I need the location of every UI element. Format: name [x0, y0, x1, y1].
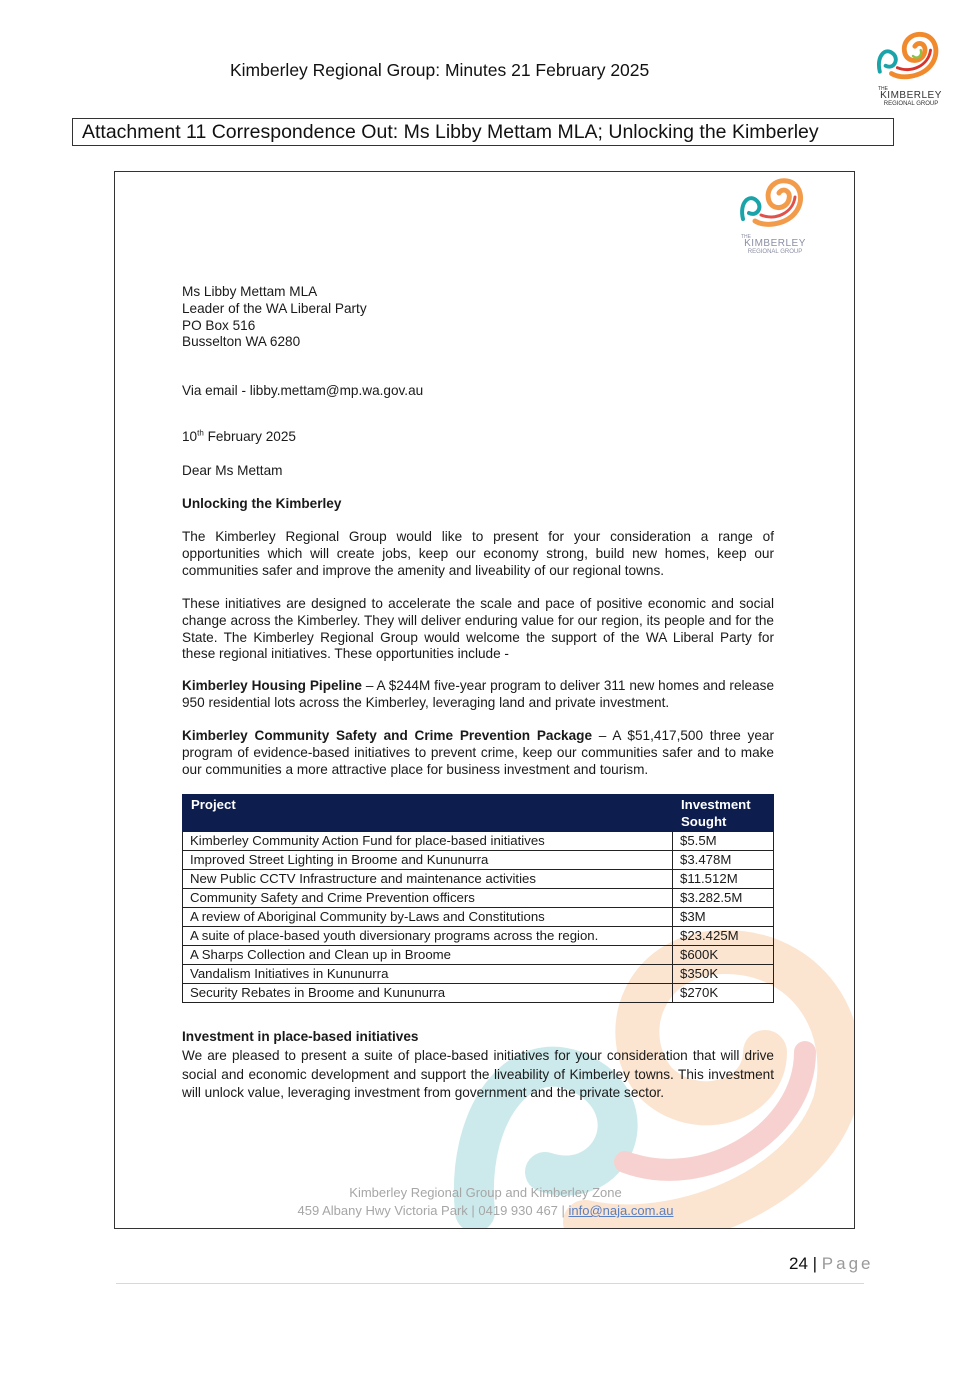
- footer-address: 459 Albany Hwy Victoria Park | 0419 930 467 |: [297, 1203, 569, 1218]
- housing-title: Kimberley Housing Pipeline: [182, 678, 362, 693]
- amount-cell: $3.478M: [673, 851, 774, 870]
- address-line: Busselton WA 6280: [182, 334, 301, 350]
- letter-logo-caption: [735, 234, 815, 256]
- project-cell: A suite of place-based youth diversionary programs across the region.: [183, 927, 673, 946]
- address-line: Leader of the WA Liberal Party: [182, 300, 367, 316]
- table-row: [183, 870, 774, 889]
- paragraph-initiatives: These initiatives are designed to accelerate the scale and pace of positive economic and social change across the Kimberley. They will deliver enduring value for our region, its people and for the State. The Kimberley Regional Group would welcome the support of the WA Liberal Party for these regional initiatives. These opportunities include -: [182, 596, 774, 662]
- amount-cell: $270K: [673, 984, 774, 1003]
- address-line: PO Box 516: [182, 317, 256, 333]
- amount-cell: $23.425M: [673, 927, 774, 946]
- table-row: [183, 965, 774, 984]
- amount-cell: $600K: [673, 946, 774, 965]
- salutation: Dear Ms Mettam: [182, 463, 283, 478]
- logo-caption: [872, 86, 950, 108]
- investment-table: [182, 794, 774, 1003]
- date-rest: February 2025: [203, 429, 296, 444]
- letter-footer-org: Kimberley Regional Group and Kimberley Zone: [349, 1185, 622, 1200]
- paragraph-intro: The Kimberley Regional Group would like to present for your consideration a range of opportunities which will create jobs, keep our economy strong, build new homes, keep our communities safer and improve the amenity and liveability of our regional towns.: [182, 529, 774, 578]
- amount-cell: $3.282.5M: [673, 889, 774, 908]
- letter-swirl-icon: [735, 172, 815, 234]
- investment-section-text: We are pleased to present a suite of place-based initiatives for your consideration that will drive social and economic development and support the liveability of Kimberley towns. This investment will unlock value, leveraging investment from government and the private sector.: [182, 1048, 774, 1100]
- paragraph-housing: [182, 678, 774, 712]
- letter-logo: [735, 172, 815, 262]
- logo-sub-text: REGIONAL GROUP: [883, 101, 939, 107]
- letter-date: [182, 429, 774, 446]
- investment-section-title: Investment in place-based initiatives: [182, 1029, 419, 1044]
- letter-subject: Unlocking the Kimberley: [182, 496, 342, 511]
- project-cell: A review of Aboriginal Community by-Laws and Constitutions: [183, 908, 673, 927]
- project-column-header: Project: [183, 795, 673, 832]
- amount-cell: $11.512M: [673, 870, 774, 889]
- table-row: [183, 927, 774, 946]
- table-row: [183, 851, 774, 870]
- safety-text: – A $51,417,500 three year program of evidence-based initiatives to prevent crime, keep our communities safer and to make our communities a more attractive place for business investment and tourism.: [182, 728, 774, 777]
- project-cell: Vandalism Initiatives in Kununurra: [183, 965, 673, 984]
- paragraph-safety: [182, 728, 774, 778]
- kimberley-swirl-icon: [872, 26, 950, 86]
- letter-footer-contact: [115, 1203, 855, 1218]
- date-day: 10: [182, 429, 198, 444]
- attachment-title: Attachment 11 Correspondence Out: Ms Libby Mettam MLA; Unlocking the Kimberley: [72, 118, 894, 146]
- footer-divider: [116, 1283, 864, 1284]
- page-separator: |: [807, 1254, 822, 1273]
- date-suffix: th: [197, 428, 204, 438]
- project-cell: A Sharps Collection and Clean up in Broome: [183, 946, 673, 965]
- logo-name-text: KIMBERLEY: [880, 90, 942, 101]
- project-cell: Security Rebates in Broome and Kununurra: [183, 984, 673, 1003]
- project-cell: Kimberley Community Action Fund for place-based initiatives: [183, 832, 673, 851]
- page-number-value: 24: [789, 1254, 808, 1273]
- document-header-title: Kimberley Regional Group: Minutes 21 February 2025: [230, 60, 650, 80]
- table-row: [183, 832, 774, 851]
- amount-cell: $5.5M: [673, 832, 774, 851]
- investment-column-header: [673, 795, 774, 832]
- address-line: Ms Libby Mettam MLA: [182, 284, 318, 299]
- recipient-address: [182, 284, 774, 351]
- table-header-row: [183, 795, 774, 832]
- table-row: [183, 984, 774, 1003]
- letter-logo-name-text: KIMBERLEY: [744, 238, 806, 249]
- project-cell: Community Safety and Crime Prevention officers: [183, 889, 673, 908]
- footer-email-link[interactable]: info@naja.com.au: [568, 1203, 674, 1218]
- project-cell: Improved Street Lighting in Broome and Kununurra: [183, 851, 673, 870]
- letter-logo-small-text: THE: [741, 234, 751, 240]
- housing-text: – A $244M five-year program to deliver 311 new homes and release 950 residential lots across the Kimberley, leveraging land and private investment.: [182, 678, 775, 710]
- amount-cell: $3M: [673, 908, 774, 927]
- kimberley-logo: [872, 26, 950, 108]
- via-email: Via email - libby.mettam@mp.wa.gov.au: [182, 383, 424, 398]
- amount-cell: $350K: [673, 965, 774, 984]
- project-cell: New Public CCTV Infrastructure and maintenance activities: [183, 870, 673, 889]
- table-row: [183, 889, 774, 908]
- page-number: [789, 1254, 874, 1274]
- table-row: [183, 946, 774, 965]
- logo-small-text: THE: [878, 86, 888, 92]
- letter-document: [114, 171, 855, 1229]
- page-label: Page: [821, 1254, 874, 1273]
- table-row: [183, 908, 774, 927]
- investment-header-line1: Investment: [681, 797, 751, 812]
- letter-logo-sub-text: REGIONAL GROUP: [747, 249, 803, 255]
- investment-header-line2: Sought: [681, 814, 727, 829]
- safety-title: Kimberley Community Safety and Crime Prevention Package: [182, 728, 593, 743]
